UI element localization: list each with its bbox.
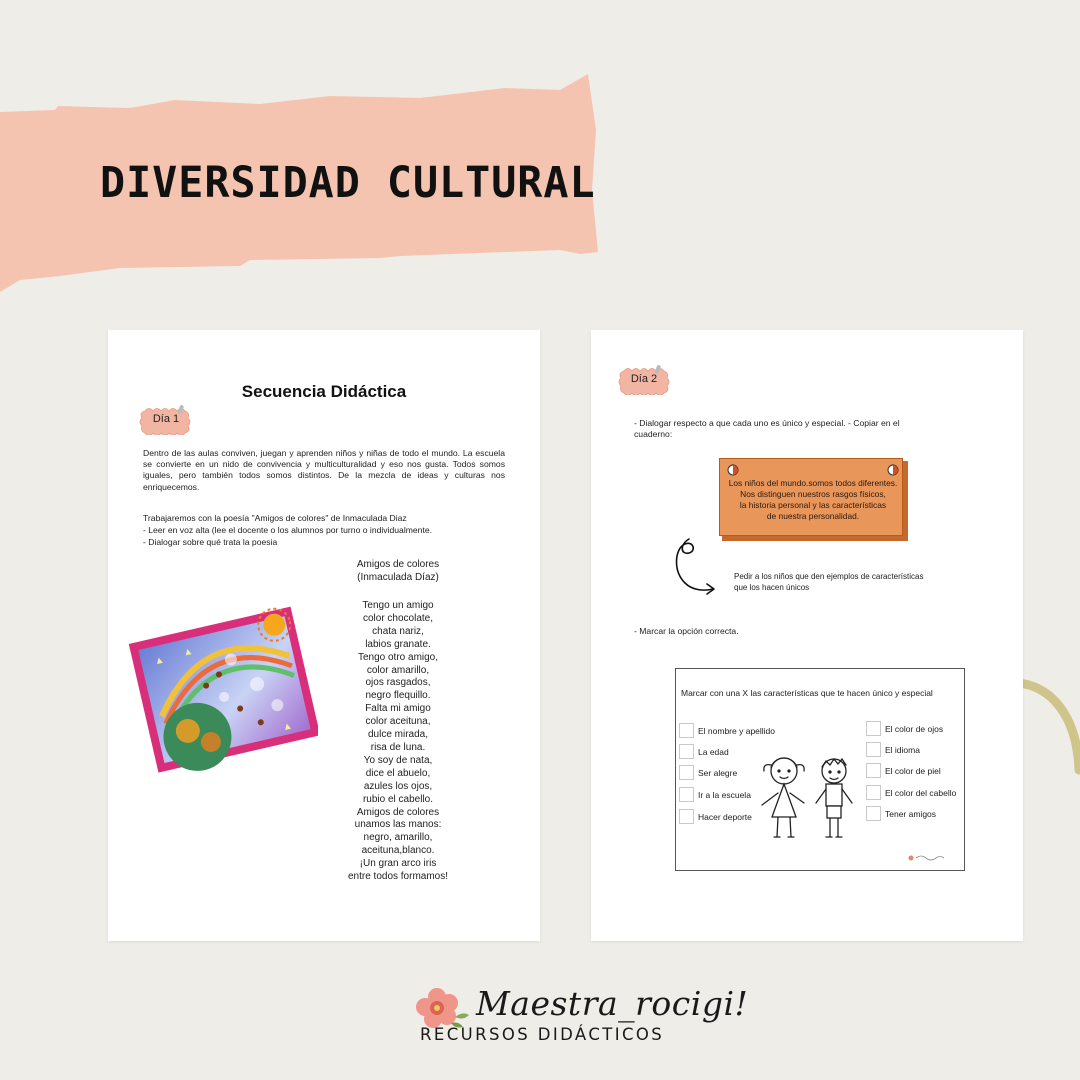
poem-line: color aceituna, bbox=[365, 716, 431, 728]
children-around-world-painting bbox=[128, 602, 318, 782]
examples-line: Pedir a los niños que den ejemplos de características bbox=[734, 572, 924, 581]
check-label: Tener amigos bbox=[885, 808, 937, 819]
poem-line: labios granate. bbox=[365, 638, 431, 650]
poem-line: Tengo otro amigo, bbox=[357, 651, 439, 663]
dialog-line: - Dialogar respecto a que cada uno es único y especial. - Copiar en el bbox=[634, 418, 900, 428]
check-label: El nombre y apellido bbox=[698, 725, 776, 736]
check-label: El color de ojos bbox=[885, 723, 944, 734]
checkbox[interactable] bbox=[679, 723, 694, 738]
poem-line: azules los ojos, bbox=[363, 780, 433, 792]
checkbox[interactable] bbox=[866, 721, 881, 736]
dialog-line: - Dialogar sobre qué trata la poesia bbox=[143, 537, 278, 547]
poem-line: color chocolate, bbox=[362, 612, 434, 624]
check-item-idioma[interactable] bbox=[866, 742, 920, 757]
check-label: La edad bbox=[698, 746, 729, 757]
examples-instruction bbox=[734, 571, 974, 593]
checkbox[interactable] bbox=[679, 744, 694, 759]
poem-line: rubio el cabello. bbox=[362, 793, 434, 805]
poem-author: (Inmaculada Díaz) bbox=[357, 571, 439, 583]
small-logo-icon bbox=[908, 854, 948, 862]
mark-instruction: - Marcar la opción correcta. bbox=[634, 626, 739, 636]
pin-icon bbox=[727, 464, 739, 476]
note-text bbox=[723, 478, 903, 522]
check-item-alegre[interactable] bbox=[679, 765, 737, 780]
dialog-instruction bbox=[634, 418, 994, 440]
poem-line: color amarillo, bbox=[366, 664, 430, 676]
check-item-deporte[interactable] bbox=[679, 809, 752, 824]
poem-line: ¡Un gran arco iris bbox=[359, 858, 437, 870]
document-page-day-1 bbox=[108, 330, 540, 941]
checkbox[interactable] bbox=[679, 765, 694, 780]
poem-line: negro, amarillo, bbox=[363, 832, 433, 844]
poem-title: Amigos de colores bbox=[356, 559, 440, 570]
check-item-amigos[interactable] bbox=[866, 806, 936, 821]
dialog-line: cuaderno: bbox=[634, 429, 673, 440]
check-label: Hacer deporte bbox=[698, 811, 752, 822]
note-line: la historia personal y las características bbox=[739, 500, 887, 510]
check-item-edad[interactable] bbox=[679, 744, 729, 759]
checkbox[interactable] bbox=[866, 742, 881, 757]
poem-line: chata nariz, bbox=[372, 625, 424, 637]
document-page-day-2 bbox=[591, 330, 1023, 941]
brand-name: Maestra_rocigi! bbox=[476, 984, 749, 1023]
poem-line: Amigos de colores bbox=[356, 806, 440, 818]
checkbox[interactable] bbox=[679, 787, 694, 802]
check-item-nombre[interactable] bbox=[679, 723, 775, 738]
checkbox[interactable] bbox=[866, 785, 881, 800]
check-label: El idioma bbox=[885, 744, 920, 755]
poem-line: dulce mirada, bbox=[367, 729, 429, 741]
banner-title: DIVERSIDAD CULTURAL bbox=[100, 158, 596, 208]
poem-line: Yo soy de nata, bbox=[363, 754, 433, 766]
kids-drawing-icon bbox=[754, 749, 864, 844]
poem-line: entre todos formamos! bbox=[347, 871, 449, 883]
check-label: Ir a la escuela bbox=[698, 789, 751, 800]
poem-line: aceituna,blanco. bbox=[361, 845, 435, 857]
checkbox[interactable] bbox=[866, 763, 881, 778]
check-item-piel[interactable] bbox=[866, 763, 941, 778]
read-aloud-line: - Leer en voz alta (lee el docente o los alumnos por turno o individualmente. bbox=[143, 525, 433, 535]
check-label: Ser alegre bbox=[698, 767, 738, 778]
day-1-tag bbox=[139, 405, 193, 435]
note-line: Los niños del mundo.somos todos diferentes. bbox=[728, 478, 898, 488]
checkbox[interactable] bbox=[679, 809, 694, 824]
check-label: El color de piel bbox=[885, 765, 941, 776]
day-2-label: Día 2 bbox=[630, 373, 658, 385]
intro-paragraph: Dentro de las aulas conviven, juegan y aprenden niños y niñas de todo el mundo. La escuela se convierte en un nido de convivencia y multiculturalidad y eso nos gusta. Todos somos iguales, pero también todos somos distintos. De la mezcla de ideas y culturas nos enriquecemos. bbox=[143, 448, 505, 492]
decorative-arc bbox=[1015, 675, 1080, 795]
sequence-title: Secuencia Didáctica bbox=[241, 382, 407, 401]
brand-subtitle: RECURSOS DIDÁCTICOS bbox=[420, 1025, 665, 1044]
checkbox[interactable] bbox=[866, 806, 881, 821]
pin-icon bbox=[887, 464, 899, 476]
day-1-label: Día 1 bbox=[152, 413, 180, 425]
poem-line: ojos rasgados, bbox=[365, 677, 431, 689]
day-2-tag bbox=[618, 365, 670, 395]
note-line: Nos distinguen nuestros rasgos físicos, bbox=[740, 489, 886, 499]
worksheet-title: Marcar con una X las características que te hacen único y especial bbox=[681, 688, 933, 698]
poem-line: Falta mi amigo bbox=[365, 703, 431, 715]
poem-line: negro flequillo. bbox=[365, 690, 431, 702]
poem-heading bbox=[308, 559, 488, 585]
examples-line: que los hacen únicos bbox=[734, 583, 810, 592]
poem-line: risa de luna. bbox=[370, 741, 426, 753]
checklist-worksheet bbox=[675, 668, 965, 871]
poem-line: unamos las manos: bbox=[354, 819, 442, 831]
poem-reference-line: Trabajaremos con la poesía "Amigos de colores" de Inmaculada Diaz bbox=[143, 513, 407, 523]
poem-line: Tengo un amigo bbox=[362, 600, 434, 611]
copy-note-card bbox=[719, 458, 903, 538]
poem-body bbox=[308, 600, 488, 884]
check-item-escuela[interactable] bbox=[679, 787, 751, 802]
check-item-cabello[interactable] bbox=[866, 785, 956, 800]
poem-line: dice el abuelo, bbox=[365, 767, 431, 779]
check-label: El color del cabello bbox=[885, 787, 957, 798]
note-line: de nuestra personalidad. bbox=[766, 511, 860, 521]
check-item-ojos[interactable] bbox=[866, 721, 943, 736]
curly-arrow-icon bbox=[675, 535, 717, 597]
